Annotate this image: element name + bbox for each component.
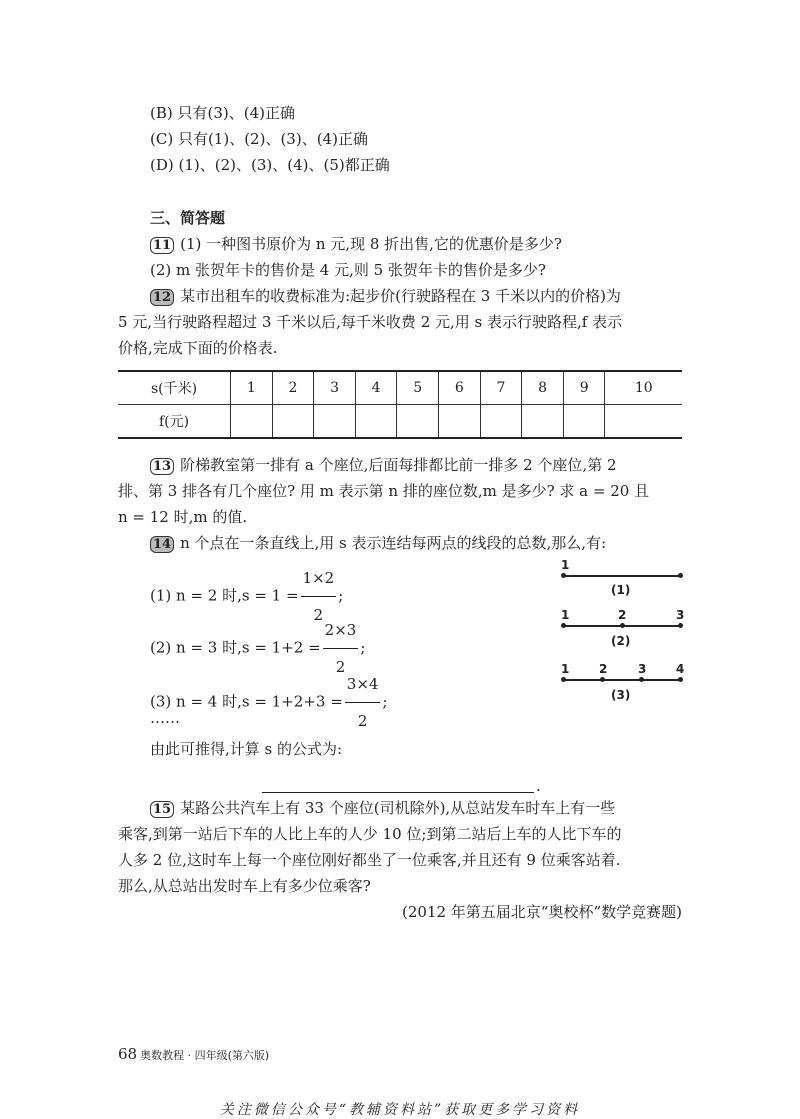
answer-cell[interactable] bbox=[480, 405, 522, 439]
point bbox=[561, 623, 566, 628]
q15-line4: 那么,从总站出发时车上有多少位乘客? bbox=[118, 877, 371, 895]
answer-cell[interactable] bbox=[355, 405, 397, 439]
point-label: 2 bbox=[599, 662, 608, 676]
answer-cell[interactable] bbox=[314, 405, 356, 439]
figure-caption: (2) bbox=[611, 634, 631, 648]
price-table bbox=[118, 370, 682, 439]
point-label: 3 bbox=[638, 662, 647, 676]
q14-case-2: (2) n = 3 时,s = 1+2 = $\frac{2\times 3}{2}$ ; bbox=[150, 612, 365, 685]
q12-text: 某市出租车的收费标准为:起步价(行驶路程在 3 千米以内的价格)为 bbox=[180, 287, 621, 305]
blank-period: . bbox=[536, 777, 541, 795]
q11-number: 11 bbox=[150, 237, 174, 254]
point bbox=[561, 677, 566, 682]
point bbox=[678, 573, 683, 578]
table-cell: 7 bbox=[480, 371, 522, 405]
figure-3 bbox=[561, 662, 685, 702]
answer-cell[interactable] bbox=[605, 405, 682, 439]
answer-blank[interactable] bbox=[262, 792, 534, 793]
table-cell: 10 bbox=[605, 371, 682, 405]
q14-number: 14 bbox=[150, 536, 174, 553]
answer-cell[interactable] bbox=[439, 405, 481, 439]
table-row bbox=[118, 405, 682, 439]
q13-text: 阶梯教室第一排有 a 个座位,后面每排都比前一排多 2 个座位,第 2 bbox=[180, 456, 617, 474]
row-header-f: f(元) bbox=[118, 405, 231, 439]
q14-case-3: (3) n = 4 时,s = 1+2+3 = $\frac{3\times 4}{2}$ ; bbox=[150, 666, 388, 739]
option-c: (C) 只有(1)、(2)、(3)、(4)正确 bbox=[150, 130, 368, 148]
section-title: 三、简答题 bbox=[150, 209, 226, 227]
answer-cell[interactable] bbox=[231, 405, 273, 439]
row-header-s: s(千米) bbox=[118, 371, 231, 405]
table-cell: 5 bbox=[397, 371, 439, 405]
q13-line2: 排、第 3 排各有几个座位? 用 m 表示第 n 排的座位数,m 是多少? 求 a = 20 且 bbox=[118, 482, 650, 500]
fraction bbox=[345, 666, 381, 739]
option-d: (D) (1)、(2)、(3)、(4)、(5)都正确 bbox=[150, 156, 390, 174]
ellipsis: …… bbox=[150, 709, 180, 727]
point-label: 1 bbox=[561, 662, 570, 676]
point bbox=[600, 677, 605, 682]
denominator: 2 bbox=[313, 606, 324, 624]
table-row bbox=[118, 371, 682, 405]
q12-number: 12 bbox=[150, 289, 174, 306]
case-text: (1) n = 2 时,s = 1 = bbox=[150, 586, 299, 605]
point bbox=[678, 623, 683, 628]
point-label: 1 bbox=[561, 608, 570, 622]
option-b: (B) 只有(3)、(4)正确 bbox=[150, 104, 295, 122]
table-cell: 9 bbox=[563, 371, 605, 405]
case-text: (3) n = 4 时,s = 1+2+3 = bbox=[150, 692, 343, 711]
q14-text: n 个点在一条直线上,用 s 表示连结每两点的线段的总数,那么,有: bbox=[180, 534, 607, 552]
q15-line3: 人多 2 位,这时车上每一个座位刚好都坐了一位乘客,并且还有 9 位乘客站着. bbox=[118, 851, 621, 869]
watermark: 关注微信公众号“教辅资料站”获取更多学习资料 bbox=[219, 1102, 581, 1118]
figure-2 bbox=[561, 608, 685, 648]
line-segment bbox=[563, 679, 681, 681]
q15-text: 某路公共汽车上有 33 个座位(司机除外),从总站发车时车上有一些 bbox=[180, 799, 616, 817]
table-cell: 4 bbox=[355, 371, 397, 405]
q14-intro bbox=[150, 533, 606, 553]
q13-line1 bbox=[150, 455, 617, 475]
denominator: 2 bbox=[357, 712, 368, 730]
q13-number: 13 bbox=[150, 458, 174, 475]
q15-source: (2012 年第五届北京“奥校杯”数学竞赛题) bbox=[402, 903, 682, 921]
q13-line3: n = 12 时,m 的值. bbox=[118, 508, 248, 526]
point bbox=[639, 677, 644, 682]
answer-cell[interactable] bbox=[397, 405, 439, 439]
table-cell: 1 bbox=[231, 371, 273, 405]
point bbox=[561, 573, 566, 578]
q15-line2: 乘客,到第一站后下车的人比上车的人少 10 位;到第二站后上车的人比下车的 bbox=[118, 825, 622, 843]
q11-line1 bbox=[150, 234, 562, 254]
book-title: 奥数教程 · 四年级(第六版) bbox=[140, 1049, 270, 1062]
table-cell: 2 bbox=[272, 371, 314, 405]
point bbox=[678, 677, 683, 682]
q15-number: 15 bbox=[150, 801, 174, 818]
page-footer bbox=[118, 1045, 269, 1063]
figure-1 bbox=[563, 558, 681, 598]
q12-line1 bbox=[150, 286, 621, 306]
table-cell: 6 bbox=[439, 371, 481, 405]
page-number: 68 bbox=[118, 1045, 138, 1063]
figure-caption: (3) bbox=[611, 688, 631, 702]
figure-caption: (1) bbox=[611, 583, 631, 597]
point-label: 2 bbox=[618, 608, 627, 622]
q14-case-1: (1) n = 2 时,s = 1 = $\frac{1\times 2}{2}$ ; bbox=[150, 560, 343, 633]
numerator: 1×2 bbox=[301, 560, 337, 597]
answer-cell[interactable] bbox=[272, 405, 314, 439]
q12-line2: 5 元,当行驶路程超过 3 千米以后,每千米收费 2 元,用 s 表示行驶路程,f 表示 bbox=[118, 313, 623, 331]
q11-text: (1) 一种图书原价为 n 元,现 8 折出售,它的优惠价是多少? bbox=[180, 235, 562, 253]
answer-cell[interactable] bbox=[563, 405, 605, 439]
denominator: 2 bbox=[335, 658, 346, 676]
table-cell: 3 bbox=[314, 371, 356, 405]
line-segment bbox=[563, 575, 681, 577]
numerator: 2×3 bbox=[323, 612, 359, 649]
q12-line3: 价格,完成下面的价格表. bbox=[118, 339, 278, 357]
q11-line2: (2) m 张贺年卡的售价是 4 元,则 5 张贺年卡的售价是多少? bbox=[150, 261, 546, 279]
q14-conclusion: 由此可推得,计算 s 的公式为: bbox=[150, 740, 343, 758]
point-label: 1 bbox=[561, 558, 570, 572]
table-cell: 8 bbox=[522, 371, 564, 405]
q15-line1 bbox=[150, 798, 615, 818]
point bbox=[620, 623, 625, 628]
case-text: (2) n = 3 时,s = 1+2 = bbox=[150, 638, 321, 657]
numerator: 3×4 bbox=[345, 666, 381, 703]
point-label: 3 bbox=[676, 608, 685, 622]
answer-cell[interactable] bbox=[522, 405, 564, 439]
point-label: 4 bbox=[676, 662, 685, 676]
